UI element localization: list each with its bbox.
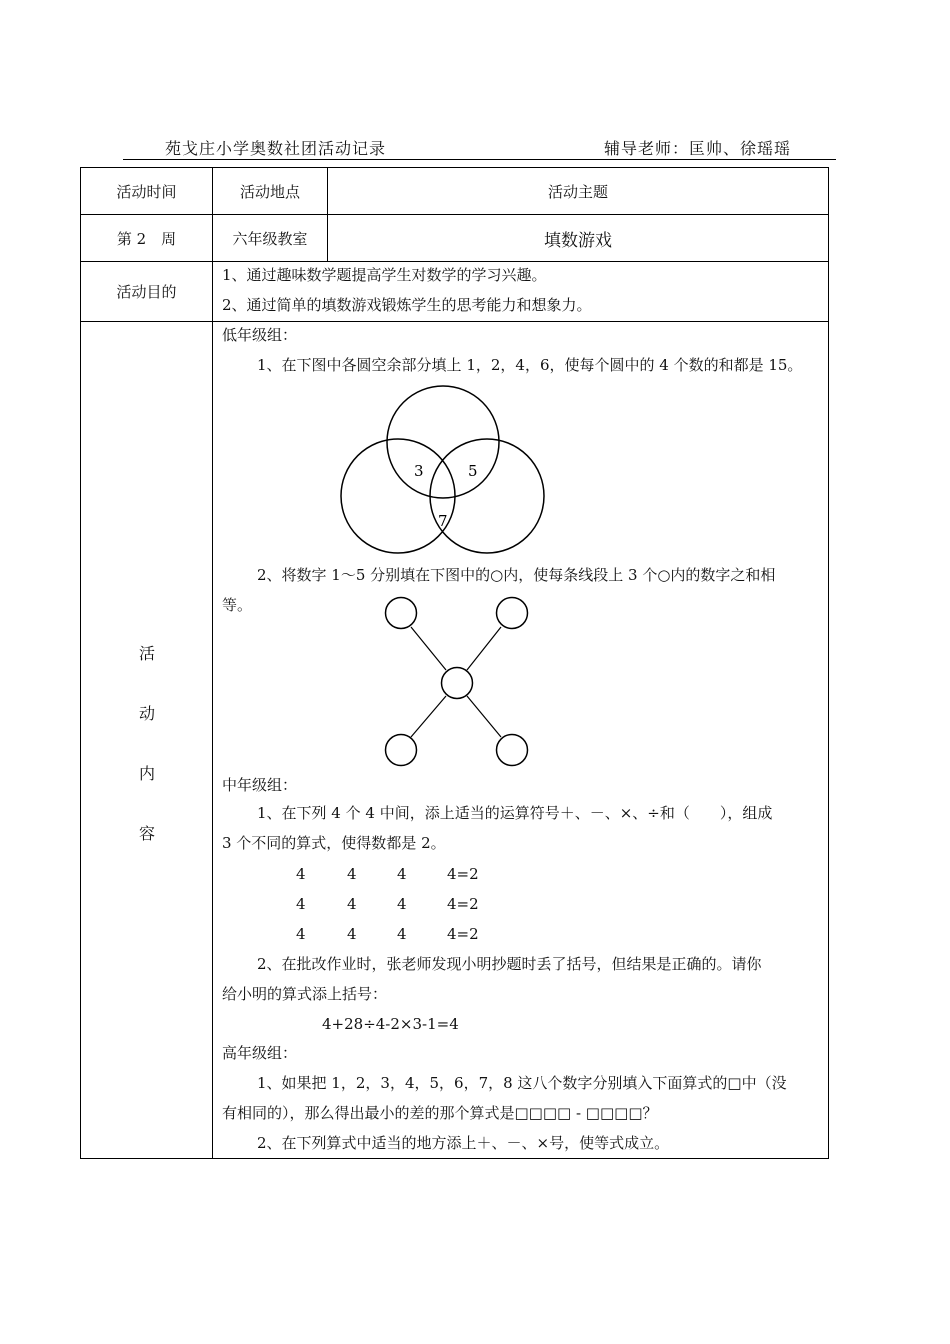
x-shape-diagram — [380, 592, 532, 770]
high-q1-line-1: 1、如果把 1，2，3，4，5，6，7，8 这八个数字分别填入下面算式的□中（没 — [257, 1074, 787, 1092]
low-q1: 1、在下图中各圆空余部分填上 1，2，4，6，使每个圆中的 4 个数的和都是 15。 — [257, 356, 803, 374]
expr-1-num-3: 4 — [397, 865, 407, 883]
expr-1-result: 4=2 — [447, 865, 479, 883]
content-label-char-4: 容 — [139, 824, 156, 843]
mid-q1-line-1: 1、在下列 4 个 4 中间，添上适当的运算符号＋、－、×、÷和（ ），组成 — [257, 804, 773, 822]
header-time: 活动时间 — [116, 182, 177, 201]
purpose-label: 活动目的 — [116, 283, 177, 301]
purpose-line-2: 2、通过简单的填数游戏锻炼学生的思考能力和想象力。 — [222, 296, 592, 314]
expr-1-num-2: 4 — [347, 865, 357, 883]
low-q2-line-2: 等。 — [222, 596, 253, 614]
column-divider-1 — [212, 167, 213, 1159]
mid-q2-line-2: 给小明的算式添上括号： — [222, 985, 388, 1003]
expr-2-num-3: 4 — [397, 895, 407, 913]
expr-3-num-1: 4 — [296, 925, 306, 943]
mid-q2-expression: 4+28÷4-2×3-1=4 — [322, 1015, 459, 1033]
venn-number-3: 3 — [414, 462, 424, 480]
mid-q2-line-1: 2、在批改作业时，张老师发现小明抄题时丢了括号，但结果是正确的。请你 — [257, 955, 762, 973]
venn-number-7: 7 — [438, 512, 448, 530]
teacher-names: 辅导老师：匡帅、徐瑶瑶 — [604, 139, 792, 158]
content-label-char-2: 动 — [139, 704, 156, 723]
purpose-line-1: 1、通过趣味数学题提高学生对数学的学习兴趣。 — [222, 266, 547, 284]
expr-2-num-2: 4 — [347, 895, 357, 913]
mid-q1-line-2: 3 个不同的算式，使得数都是 2。 — [222, 834, 446, 852]
venn-number-5: 5 — [468, 462, 478, 480]
low-grade-title: 低年级组： — [222, 326, 298, 344]
header-place: 活动地点 — [239, 182, 300, 201]
expr-2-result: 4=2 — [447, 895, 479, 913]
document-title: 苑戈庄小学奥数社团活动记录 — [165, 139, 387, 158]
low-q2-line-1: 2、将数字 1～5 分别填在下图中的○内，使每条线段上 3 个○内的数字之和相 — [257, 566, 776, 584]
content-label-char-1: 活 — [139, 644, 156, 663]
theme-value: 填数游戏 — [544, 230, 612, 251]
content-label-char-3: 内 — [139, 764, 156, 783]
expr-3-num-3: 4 — [397, 925, 407, 943]
expr-1-num-1: 4 — [296, 865, 306, 883]
venn-diagram — [335, 384, 550, 556]
expr-2-num-1: 4 — [296, 895, 306, 913]
week-value: 第 2 周 — [116, 229, 177, 248]
high-grade-title: 高年级组： — [222, 1044, 298, 1062]
header-topic: 活动主题 — [547, 182, 608, 201]
expr-3-num-2: 4 — [347, 925, 357, 943]
high-q2: 2、在下列算式中适当的地方添上＋、－、×号，使等式成立。 — [257, 1134, 670, 1152]
row-divider-3 — [80, 321, 829, 322]
mid-grade-title: 中年级组： — [222, 776, 298, 794]
expr-3-result: 4=2 — [447, 925, 479, 943]
high-q1-line-2: 有相同的），那么得出最小的差的那个算式是□□□□ - □□□□？ — [222, 1104, 658, 1122]
header-underline — [123, 159, 836, 160]
room-value: 六年级教室 — [232, 229, 308, 248]
